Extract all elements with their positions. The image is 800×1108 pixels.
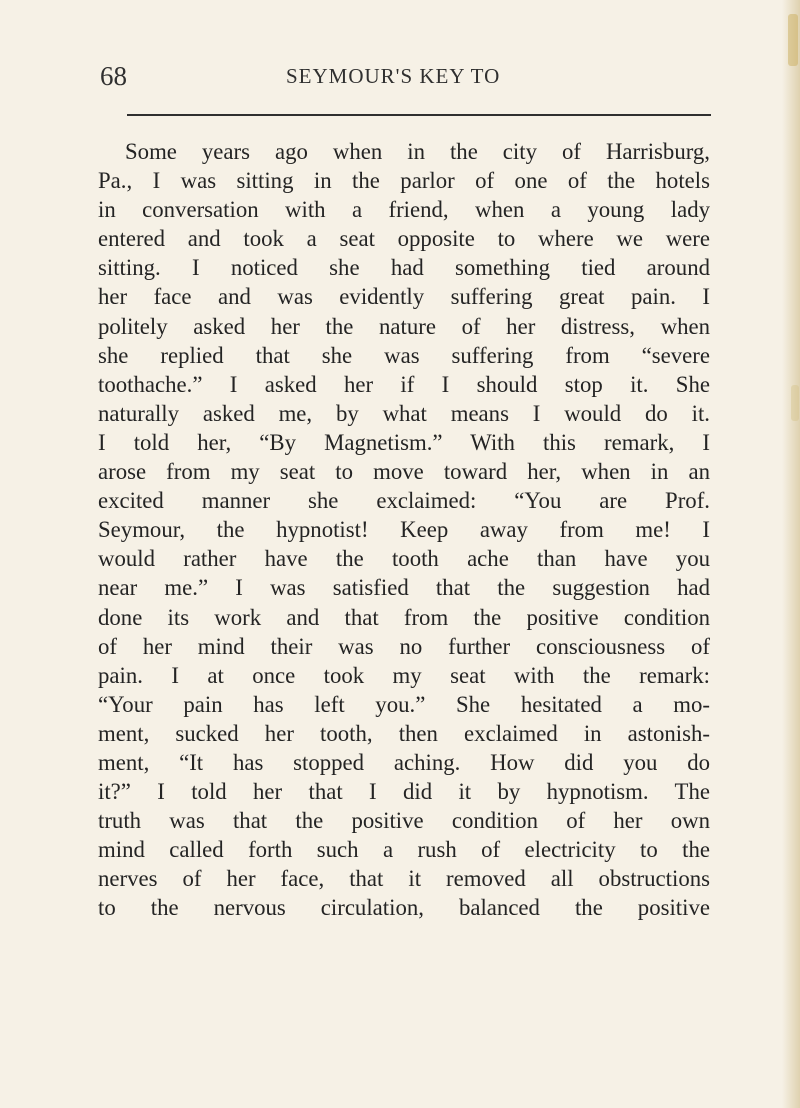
text-line: it?” I told her that I did it by hypnotism. The [98, 779, 710, 805]
text-line: her face and was evidently suffering great pain. I [98, 284, 710, 310]
text-line: mind called forth such a rush of electricity to the [98, 837, 710, 863]
text-line: politely asked her the nature of her distress, when [98, 313, 710, 339]
text-line: to the nervous circulation, balanced the positive [98, 895, 710, 921]
page-edge-stain [791, 385, 799, 421]
text-line: pain. I at once took my seat with the remark: [98, 662, 710, 688]
text-line: “Your pain has left you.” She hesitated a mo- [98, 691, 710, 717]
text-line: near me.” I was satisfied that the suggestion had [98, 575, 710, 601]
text-line: Pa., I was sitting in the parlor of one of the hotels [98, 168, 710, 194]
text-line: sitting. I noticed she had something tied around [98, 255, 710, 281]
text-line: toothache.” I asked her if I should stop it. She [98, 371, 710, 397]
text-line: ment, sucked her tooth, then exclaimed in astonish- [98, 720, 710, 746]
text-line: Seymour, the hypnotist! Keep away from me! I [98, 517, 710, 543]
text-line: entered and took a seat opposite to where we were [98, 226, 710, 252]
text-line: of her mind their was no further consciousness of [98, 633, 710, 659]
page-number: 68 [100, 61, 127, 91]
header-rule [127, 114, 711, 116]
text-line: would rather have the tooth ache than have you [98, 546, 710, 572]
running-title: SEYMOUR'S KEY TO [286, 64, 501, 88]
page-edge-shadow [782, 0, 800, 1108]
text-line: in conversation with a friend, when a young lady [98, 197, 710, 223]
text-line: I told her, “By Magnetism.” With this remark, I [98, 429, 710, 455]
text-line: done its work and that from the positive condition [98, 604, 710, 630]
text-line: she replied that she was suffering from “severe [98, 342, 710, 368]
text-line: ment, “It has stopped aching. How did you do [98, 749, 710, 775]
text-line: Some years ago when in the city of Harrisburg, [125, 139, 710, 164]
running-head [100, 58, 698, 94]
body-text [98, 137, 710, 1042]
text-line: naturally asked me, by what means I would do it. [98, 400, 710, 426]
text-line: excited manner she exclaimed: “You are Prof. [98, 488, 710, 514]
text-line: arose from my seat to move toward her, when in an [98, 459, 710, 485]
text-line: nerves of her face, that it removed all obstructions [98, 866, 710, 892]
page-edge-stain [788, 14, 798, 66]
text-line: truth was that the positive condition of her own [98, 808, 710, 834]
